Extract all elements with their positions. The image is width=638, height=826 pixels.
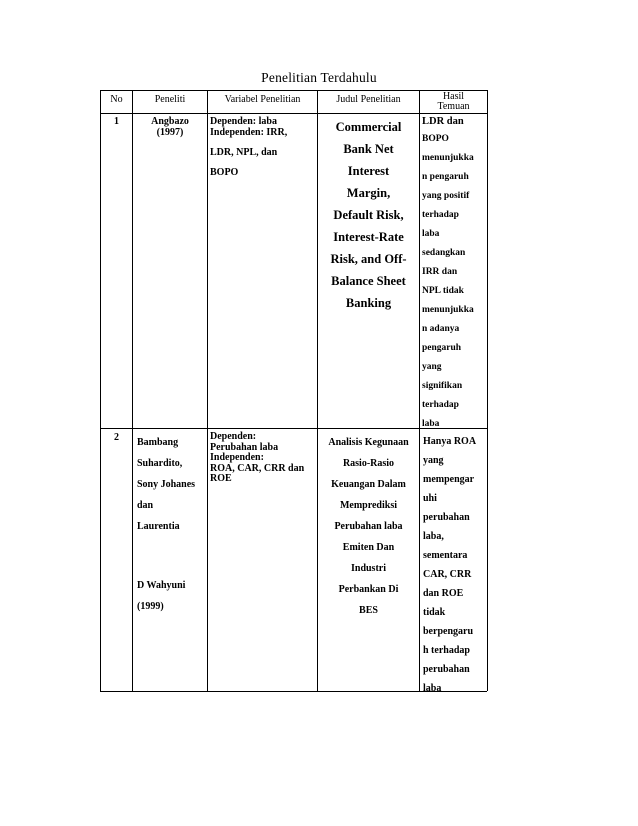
header-hasil: Hasil Temuan	[437, 91, 470, 112]
row2-peneliti: Bambang Suhardito, Sony Johanes dan Laurentia	[137, 437, 196, 532]
row1-peneliti: Angbazo (1997)	[151, 116, 189, 138]
header-no: No	[110, 94, 123, 105]
row2-judul: Analisis Kegunaan Rasio-Rasio Keuangan Dalam Memprediksi Perubahan laba Emiten Dan Industri Perbankan Di BES	[328, 437, 409, 616]
table-border	[487, 90, 488, 691]
table-border	[100, 113, 487, 114]
table-border	[207, 90, 208, 691]
header-judul: Judul Penelitian	[336, 94, 401, 105]
row2-no: 2	[114, 432, 119, 443]
page-title: Penelitian Terdahulu	[261, 70, 377, 85]
row1-hasil: LDR dan BOPO menunjukka n pengaruh yang positif terhadap laba sedangkan IRR dan NPL tidak menunjukka n adanya pengaruh yang signifikan terhadap laba	[422, 116, 474, 429]
row1-variabel: Dependen: laba Independen: IRR, LDR, NPL, dan BOPO	[210, 116, 288, 178]
table-border	[100, 90, 487, 91]
row1-no: 1	[114, 116, 119, 127]
header-variabel: Variabel Penelitian	[224, 94, 301, 105]
header-peneliti: Peneliti	[154, 94, 186, 105]
table-border	[132, 90, 133, 691]
row2-hasil: Hanya ROA yang mempengar uhi perubahan laba, sementara CAR, CRR dan ROE tidak berpengaru h terhadap perubahan laba	[423, 436, 477, 694]
row2-variabel: Dependen: Perubahan laba Independen: ROA, CAR, CRR dan ROE	[210, 431, 305, 484]
row2-peneliti-continued: D Wahyuni (1999)	[137, 580, 186, 612]
table-border	[419, 90, 420, 691]
table-border	[100, 90, 101, 691]
row1-judul: Commercial Bank Net Interest Margin, Default Risk, Interest-Rate Risk, and Off- Balance Sheet Banking	[330, 120, 407, 310]
